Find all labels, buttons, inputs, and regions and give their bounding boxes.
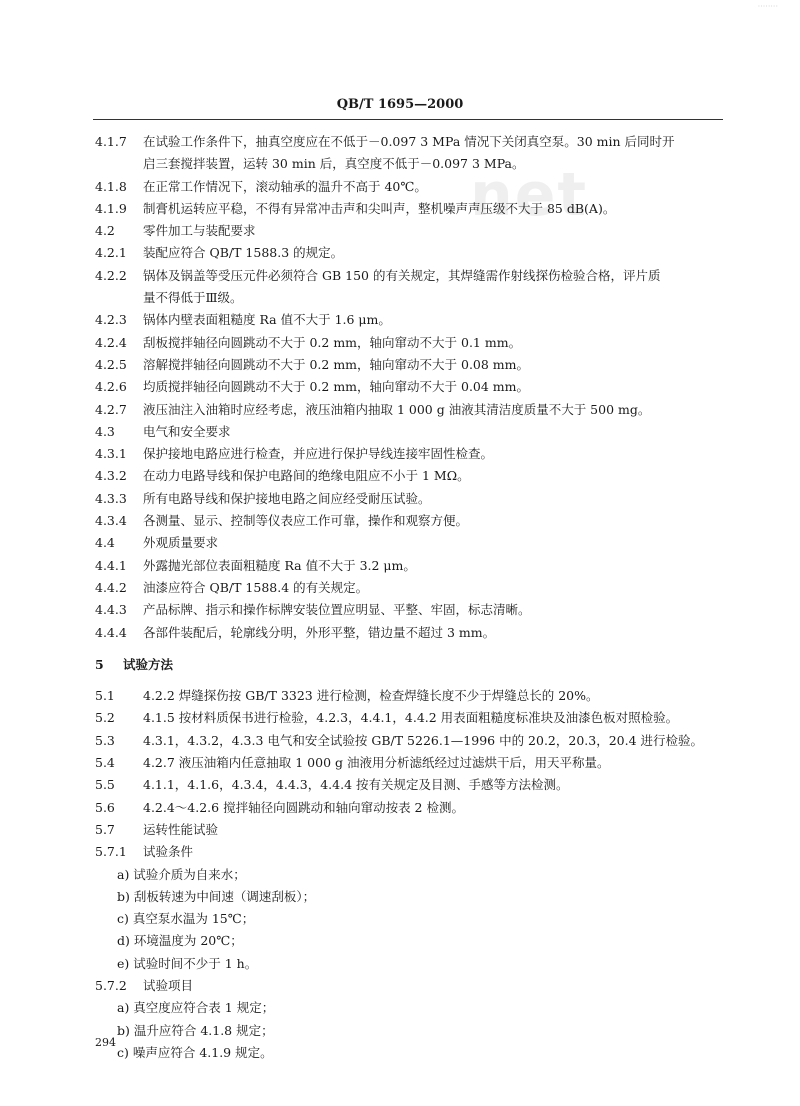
clause-line bbox=[95, 421, 725, 443]
clause-line bbox=[95, 220, 725, 242]
clause-number: 4.2.6 bbox=[95, 379, 127, 395]
section-number: 5 bbox=[95, 656, 104, 672]
clause-number: 5.3 bbox=[95, 732, 115, 748]
clause-line bbox=[95, 774, 725, 796]
clause-number: 5.2 bbox=[95, 710, 115, 726]
clause-text: 所有电路导线和保护接地电路之间应经受耐压试验。 bbox=[143, 490, 431, 506]
clause-line bbox=[95, 510, 725, 532]
clause-line bbox=[95, 685, 725, 707]
clause-text: 在试验工作条件下，抽真空度应在不低于－0.097 3 MPa 情况下关闭真空泵。30 min 后同时开 bbox=[143, 134, 675, 149]
section-title: 试验方法 bbox=[123, 656, 174, 672]
standard-code-header: QB/T 1695—2000 bbox=[336, 97, 464, 112]
clause-line bbox=[95, 443, 725, 465]
clause-number: 4.3.3 bbox=[95, 490, 127, 506]
clause-line bbox=[95, 555, 725, 577]
clause-line bbox=[95, 730, 725, 752]
clause-number: 4.4.4 bbox=[95, 624, 127, 640]
clause-number: 4.1.8 bbox=[95, 178, 127, 194]
clause-line bbox=[95, 287, 725, 309]
clause-number: 4.2.5 bbox=[95, 356, 127, 372]
clause-number: 4.3.2 bbox=[95, 468, 127, 484]
clause-number: 5.7.1 bbox=[95, 844, 127, 860]
clause-number: 4.2.7 bbox=[95, 401, 127, 417]
clause-line bbox=[95, 488, 725, 510]
clause-line bbox=[95, 332, 725, 354]
clause-line bbox=[95, 265, 725, 287]
list-item: d) 环境温度为 20℃； bbox=[117, 933, 243, 949]
clause-number: 4.4 bbox=[95, 535, 115, 551]
list-item: b) 温升应符合 4.1.8 规定； bbox=[117, 1022, 274, 1038]
clause-line bbox=[95, 577, 725, 599]
clause-line bbox=[95, 131, 725, 153]
clause-text: 试验项目 bbox=[143, 977, 194, 993]
clause-line bbox=[95, 376, 725, 398]
clause-number: 4.4.1 bbox=[95, 557, 127, 573]
clause-text: 液压油注入油箱时应经考虑，液压油箱内抽取 1 000 g 油液其清洁度质量不大于 500 mg。 bbox=[143, 401, 651, 417]
clause-line bbox=[95, 707, 725, 729]
list-item: e) 试验时间不少于 1 h。 bbox=[117, 955, 258, 971]
clause-text: 4.1.5 按材料质保书进行检验，4.2.3，4.4.1，4.4.2 用表面粗糙度标准块及油漆色板对照检验。 bbox=[143, 710, 679, 726]
clause-number: 4.2 bbox=[95, 223, 115, 239]
list-item: a) 真空度应符合表 1 规定； bbox=[117, 1000, 275, 1016]
clause-text: 制膏机运转应平稳，不得有异常冲击声和尖叫声，整机噪声声压级不大于 85 dB(A)。 bbox=[143, 200, 616, 216]
clause-text: 刮板搅拌轴径向圆跳动不大于 0.2 mm，轴向窜动不大于 0.1 mm。 bbox=[143, 334, 522, 350]
clause-text: 锅体内壁表面粗糙度 Ra 值不大于 1.6 μm。 bbox=[143, 312, 391, 328]
list-item: a) 试验介质为自来水； bbox=[117, 866, 246, 882]
clause-text: 产品标牌、指示和操作标牌安装位置应明显、平整、牢固，标志清晰。 bbox=[143, 602, 531, 618]
clause-text: 油漆应符合 QB/T 1588.4 的有关规定。 bbox=[143, 579, 369, 595]
clause-number: 4.2.2 bbox=[95, 267, 127, 283]
clause-number: 4.2.3 bbox=[95, 312, 127, 328]
section-4-clauses bbox=[95, 131, 725, 644]
section-5-clauses bbox=[95, 685, 725, 863]
clause-number: 4.2.4 bbox=[95, 334, 127, 350]
page-number: 294 bbox=[95, 1036, 116, 1049]
test-items-list bbox=[95, 997, 725, 1064]
list-item: c) 噪声应符合 4.1.9 规定。 bbox=[117, 1044, 273, 1060]
clause-number: 5.6 bbox=[95, 799, 115, 815]
clause-text: 电气和安全要求 bbox=[143, 423, 231, 439]
clause-number: 4.2.1 bbox=[95, 245, 127, 261]
clause-number: 5.7.2 bbox=[95, 977, 127, 993]
clause-text: 装配应符合 QB/T 1588.3 的规定。 bbox=[143, 245, 344, 261]
clause-text: 各部件装配后，轮廓线分明，外形平整，错边量不超过 3 mm。 bbox=[143, 624, 496, 640]
body-text bbox=[95, 131, 725, 1064]
clause-text: 零件加工与装配要求 bbox=[143, 223, 256, 239]
clause-text: 4.1.1，4.1.6，4.3.4，4.4.3，4.4.4 按有关规定及目测、手感等方法检测。 bbox=[143, 777, 569, 793]
clause-text: 运转性能试验 bbox=[143, 821, 219, 837]
header-rule bbox=[93, 119, 723, 120]
clause-line bbox=[95, 797, 725, 819]
clause-text: 4.2.2 焊缝探伤按 GB/T 3323 进行检测，检查焊缝长度不少于焊缝总长的 20%。 bbox=[143, 688, 599, 704]
clause-line bbox=[95, 309, 725, 331]
clause-text: 保护接地电路应进行检查，并应进行保护导线连接牢固性检查。 bbox=[143, 446, 494, 462]
clause-text: 在动力电路导线和保护电路间的绝缘电阻应不小于 1 MΩ。 bbox=[143, 468, 470, 484]
clause-number: 5.4 bbox=[95, 755, 115, 771]
clause-text: 在正常工作情况下，滚动轴承的温升不高于 40℃。 bbox=[143, 178, 427, 194]
clause-line bbox=[95, 399, 725, 421]
clause-number: 5.7 bbox=[95, 821, 115, 837]
clause-number: 5.5 bbox=[95, 777, 115, 793]
clause-text: 4.2.4～4.2.6 搅拌轴径向圆跳动和轴向窜动按表 2 检测。 bbox=[143, 799, 464, 815]
clause-line bbox=[95, 242, 725, 264]
clause-line bbox=[95, 153, 725, 175]
clause-text: 启三套搅拌装置，运转 30 min 后，真空度不低于－0.097 3 MPa。 bbox=[143, 156, 525, 172]
list-item: c) 真空泵水温为 15℃； bbox=[117, 911, 255, 927]
clause-text: 4.2.7 液压油箱内任意抽取 1 000 g 油液用分析滤纸经过过滤烘干后，用天平称量。 bbox=[143, 755, 610, 771]
clause-line bbox=[95, 622, 725, 644]
test-conditions-list bbox=[95, 864, 725, 975]
clause-text: 外露抛光部位表面粗糙度 Ra 值不大于 3.2 μm。 bbox=[143, 557, 416, 573]
clause-line bbox=[95, 819, 725, 841]
clause-number: 4.4.3 bbox=[95, 602, 127, 618]
clause-line bbox=[95, 532, 725, 554]
clause-line bbox=[95, 841, 725, 863]
clause-text: 量不得低于Ⅲ级。 bbox=[143, 290, 243, 306]
clause-text: 锅体及锅盖等受压元件必须符合 GB 150 的有关规定，其焊缝需作射线探伤检验合格，评片质 bbox=[143, 267, 661, 283]
clause-line bbox=[95, 599, 725, 621]
clause-number: 5.1 bbox=[95, 688, 115, 704]
clause-text: 4.3.1，4.3.2，4.3.3 电气和安全试验按 GB/T 5226.1—1996 中的 20.2，20.3，20.4 进行检验。 bbox=[143, 732, 704, 748]
clause-number: 4.3 bbox=[95, 423, 115, 439]
section-5-heading bbox=[95, 654, 725, 676]
clause-number: 4.4.2 bbox=[95, 579, 127, 595]
clause-5-7-2 bbox=[95, 975, 725, 997]
clause-number: 4.1.7 bbox=[95, 134, 127, 149]
watermark: net bbox=[470, 160, 589, 230]
clause-line bbox=[95, 752, 725, 774]
corner-mark: ········ bbox=[757, 2, 778, 11]
clause-number: 4.1.9 bbox=[95, 200, 127, 216]
clause-text: 均质搅拌轴径向圆跳动不大于 0.2 mm，轴向窜动不大于 0.04 mm。 bbox=[143, 379, 530, 395]
list-item: b) 刮板转速为中间速（调速刮板）； bbox=[117, 888, 316, 904]
clause-text: 溶解搅拌轴径向圆跳动不大于 0.2 mm，轴向窜动不大于 0.08 mm。 bbox=[143, 356, 530, 372]
clause-line bbox=[95, 198, 725, 220]
clause-line bbox=[95, 354, 725, 376]
clause-number: 4.3.1 bbox=[95, 446, 127, 462]
clause-text: 外观质量要求 bbox=[143, 535, 219, 551]
clause-line bbox=[95, 465, 725, 487]
clause-line bbox=[95, 176, 725, 198]
clause-text: 试验条件 bbox=[143, 844, 194, 860]
clause-text: 各测量、显示、控制等仪表应工作可靠，操作和观察方便。 bbox=[143, 513, 469, 529]
clause-number: 4.3.4 bbox=[95, 513, 127, 529]
